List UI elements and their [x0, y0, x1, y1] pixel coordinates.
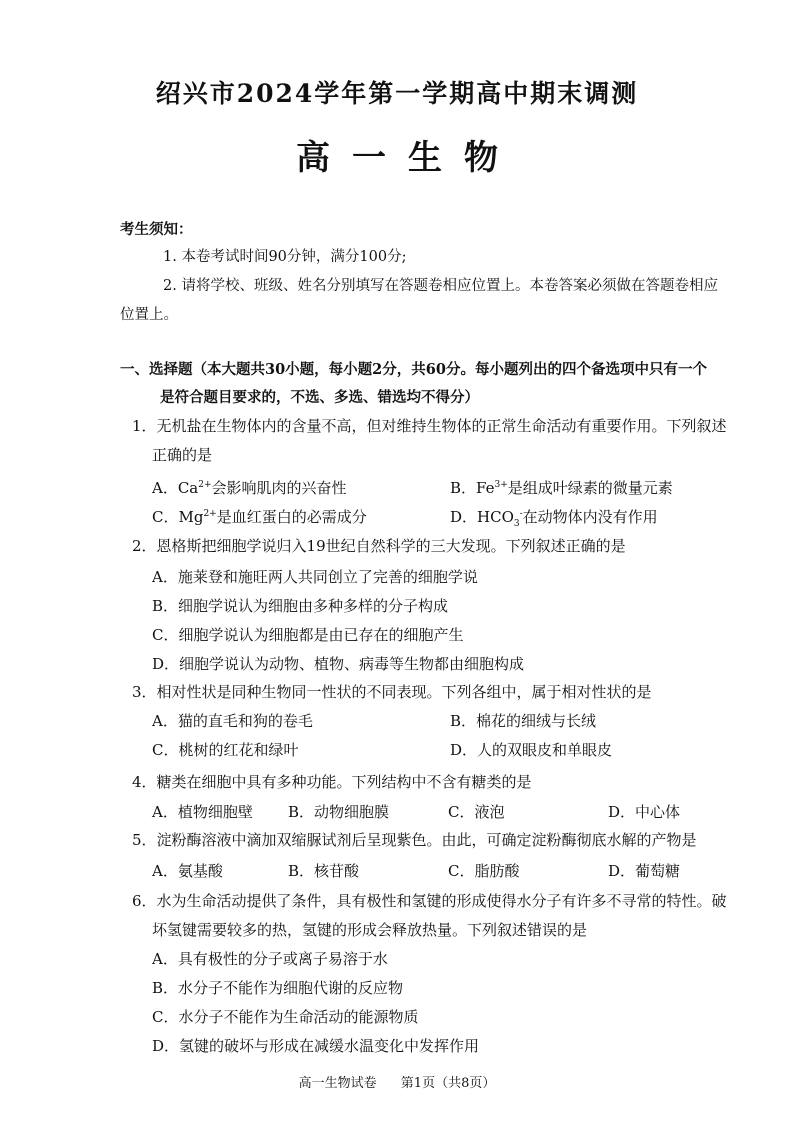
question-2-stem: 2．恩格斯把细胞学说归入19世纪自然科学的三大发现。下列叙述正确的是 [132, 537, 626, 555]
exam-title: 绍兴市2024学年第一学期高中期末调测 [155, 79, 639, 108]
question-1-option-a: A．$Ca^{2+}$会影响肌肉的兴奋性 [152, 479, 347, 497]
question-5-option-c: C．脂肪酸 [448, 862, 520, 880]
question-2-option-c: C．细胞学说认为细胞都是由已存在的细胞产生 [152, 626, 464, 644]
footer-page-number: 第1页（共8页） [400, 1076, 496, 1091]
question-5-option-a: A．氨基酸 [152, 862, 223, 880]
question-1-stem-cont: 正确的是 [152, 446, 213, 464]
question-6-option-b: B．水分子不能作为细胞代谢的反应物 [152, 979, 404, 997]
question-2-option-b: B．细胞学说认为细胞由多种多样的分子构成 [152, 597, 449, 615]
question-6-stem: 6．水为生命活动提供了条件，具有极性和氢键的形成使得水分子有许多不寻常的特性。破 [132, 892, 727, 910]
question-4-option-a: A．植物细胞壁 [152, 803, 253, 821]
footer-paper-name: 高一生物试卷 [298, 1076, 377, 1091]
question-1-option-b: B．$Fe^{3+}$是组成叶绿素的微量元素 [450, 479, 673, 497]
question-5-option-d: D．葡萄糖 [608, 862, 681, 880]
question-6-option-d: D．氢键的破坏与形成在减缓水温变化中发挥作用 [152, 1037, 480, 1055]
question-3-option-c: C．桃树的红花和绿叶 [152, 741, 299, 759]
question-1-option-c: C．$Mg^{2+}$是血红蛋白的必需成分 [152, 508, 367, 526]
question-4-option-b: B．动物细胞膜 [288, 803, 390, 821]
question-4-option-d: D．中心体 [608, 803, 681, 821]
question-5-stem: 5．淀粉酶溶液中滴加双缩脲试剂后呈现紫色。由此，可确定淀粉酶彻底水解的产物是 [132, 831, 697, 849]
question-3-stem: 3．相对性状是同种生物同一性状的不同表现。下列各组中，属于相对性状的是 [132, 683, 652, 701]
page-footer [0, 1072, 794, 1091]
section-heading: 一、选择题（本大题共30小题，每小题2分，共60分。每小题列出的四个备选项中只有一个 [120, 361, 707, 378]
question-1-option-d: D．$HCO_3^-$在动物体内没有作用 [450, 508, 658, 529]
subject-title: 高一生物 [296, 138, 520, 178]
question-2-option-a: A．施莱登和施旺两人共同创立了完善的细胞学说 [152, 568, 478, 586]
notice-item-2: 2. 请将学校、班级、姓名分别填写在答题卷相应位置上。本卷答案必须做在答题卷相应 [163, 278, 718, 294]
question-3-option-a: A．猫的直毛和狗的卷毛 [152, 712, 313, 730]
question-6-option-a: A．具有极性的分子或离子易溶于水 [152, 950, 388, 968]
question-6-stem-cont: 坏氢键需要较多的热，氢键的形成会释放热量。下列叙述错误的是 [152, 921, 588, 939]
question-2-option-d: D．细胞学说认为动物、植物、病毒等生物都由细胞构成 [152, 655, 525, 673]
question-1-stem: 1．无机盐在生物体内的含量不高，但对维持生物体的正常生命活动有重要作用。下列叙述 [132, 417, 727, 435]
notice-item-2-cont: 位置上。 [120, 307, 178, 323]
question-6-option-c: C．水分子不能作为生命活动的能源物质 [152, 1008, 419, 1026]
question-5-option-b: B．核苷酸 [288, 862, 360, 880]
question-4-stem: 4．糖类在细胞中具有多种功能。下列结构中不含有糖类的是 [132, 773, 532, 791]
question-4-option-c: C．液泡 [448, 803, 505, 821]
question-3-option-d: D．人的双眼皮和单眼皮 [450, 741, 613, 759]
notice-item-1: 1. 本卷考试时间90分钟，满分100分; [163, 249, 407, 265]
notice-heading: 考生须知： [120, 221, 193, 238]
section-heading-cont: 是符合题目要求的，不选、多选、错选均不得分） [160, 389, 479, 406]
question-3-option-b: B．棉花的细绒与长绒 [450, 712, 597, 730]
